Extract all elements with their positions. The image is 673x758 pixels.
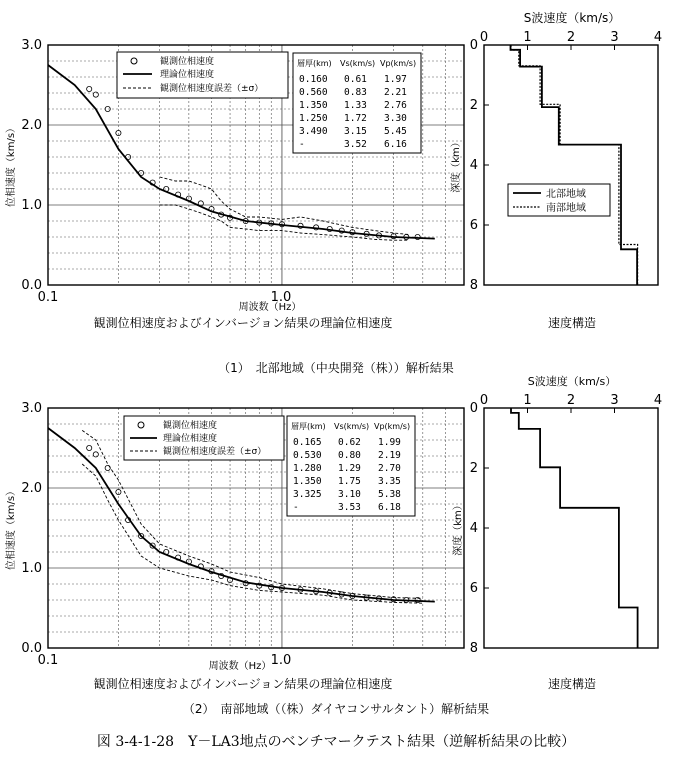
- table-cell: 0.560: [299, 87, 328, 98]
- panel-1-ylabel: 位相速度（km/s）: [6, 122, 17, 208]
- table-cell: -: [299, 139, 305, 150]
- top-tick-label: 2: [566, 393, 576, 408]
- top-tick-label: 4: [653, 393, 663, 408]
- panel-2-legend-north: 北部地域: [546, 189, 586, 200]
- panel-2-velocity-structure: [449, 10, 662, 330]
- table-cell: 5.38: [378, 489, 401, 500]
- panel-4-plot-frame: [484, 408, 658, 648]
- table-cell: 2.76: [384, 100, 407, 111]
- panel-3-xtick-1: 1.0: [270, 653, 292, 668]
- table-cell: 1.75: [338, 476, 361, 487]
- panel-1-legend-error: 観測位相速度誤差（±σ）: [160, 84, 264, 94]
- panel-3-layer-table: [287, 416, 415, 516]
- table-cell: 0.61: [344, 74, 367, 85]
- table-header-cell: Vp(km/s): [380, 59, 417, 68]
- top-tick-label: 1: [523, 393, 532, 408]
- panel-3-dispersion: [4, 401, 464, 691]
- top-tick-label: 3: [610, 30, 619, 45]
- panel-1-ytick-2: 2.0: [21, 118, 42, 133]
- table-header-cell: 層厚(km): [291, 422, 326, 431]
- panel-2-title: 速度構造: [547, 316, 597, 330]
- table-cell: 0.62: [338, 437, 361, 448]
- panel-1-xlabel: 周波数（Hz）: [238, 302, 302, 313]
- table-cell: 0.165: [293, 437, 322, 448]
- table-cell: 3.30: [384, 113, 407, 124]
- panel-1-legend-theory: 理論位相速度: [160, 70, 215, 80]
- panel-1-ytick-1: 1.0: [21, 198, 42, 213]
- table-cell: 1.29: [338, 463, 361, 474]
- table-cell: 1.99: [378, 437, 401, 448]
- panel-1-error-bands: [160, 177, 410, 240]
- panel-3-legend-error: 観測位相速度誤差（±σ）: [163, 447, 267, 457]
- panel-3-legend: [124, 416, 284, 460]
- table-cell: 1.250: [299, 113, 328, 124]
- table-cell: 1.97: [384, 74, 407, 85]
- vs-profile-line: [511, 45, 638, 285]
- table-cell: 6.16: [384, 139, 407, 150]
- observed-point: [87, 86, 92, 91]
- table-header-cell: Vs(km/s): [340, 59, 376, 68]
- table-cell: 0.83: [344, 87, 367, 98]
- figure-caption: 図 3-4-1-28 Y－LA3地点のベンチマークテスト結果（逆解析結果の比較）: [96, 734, 576, 750]
- depth-tick-label: 4: [469, 521, 478, 536]
- table-cell: 2.70: [378, 463, 401, 474]
- panel-1-legend-observed: 観測位相速度: [160, 57, 215, 67]
- panel-1-xtick-0: 0.1: [37, 290, 59, 305]
- table-cell: 1.33: [344, 100, 367, 111]
- panel-3-xtick-0: 0.1: [37, 653, 59, 668]
- depth-tick-label: 2: [469, 98, 478, 113]
- panel-3-title: 観測位相速度およびインバージョン結果の理論位相速度: [93, 677, 393, 691]
- table-cell: 3.490: [299, 126, 328, 137]
- table-cell: 3.10: [338, 489, 361, 500]
- observed-point: [93, 92, 98, 97]
- top-tick-label: 0: [479, 393, 489, 408]
- table-cell: 3.53: [338, 502, 361, 513]
- depth-tick-label: 0: [469, 401, 478, 416]
- panel-3-ytick-2: 2.0: [21, 481, 42, 496]
- panel-4-ylabel: 深度（km）: [453, 500, 464, 556]
- panel-1-dispersion: [4, 38, 464, 330]
- depth-tick-label: 6: [469, 218, 478, 233]
- panel-1-ytick-3: 3.0: [21, 38, 42, 53]
- table-cell: 3.325: [293, 489, 322, 500]
- panel-2-profiles: [511, 45, 638, 285]
- depth-tick-label: 6: [469, 581, 478, 596]
- panel-2-ticks: [470, 30, 662, 293]
- table-cell: 0.80: [338, 450, 361, 461]
- table-header-cell: Vp(km/s): [374, 422, 411, 431]
- depth-tick-label: 8: [469, 641, 478, 656]
- table-cell: 3.35: [378, 476, 401, 487]
- panel-3-xlabel: 周波数（Hz）: [208, 661, 272, 672]
- vs-profile-line: [511, 45, 638, 285]
- panel-3-ytick-0: 0.0: [21, 641, 42, 656]
- top-tick-label: 0: [479, 30, 489, 45]
- top-tick-label: 1: [523, 30, 532, 45]
- table-cell: 1.72: [344, 113, 367, 124]
- observed-point: [87, 445, 92, 450]
- panel-2-legend: [508, 184, 610, 216]
- table-cell: 6.18: [378, 502, 401, 513]
- table-cell: 3.15: [344, 126, 367, 137]
- panel-4-title: 速度構造: [547, 677, 597, 691]
- depth-tick-label: 2: [469, 461, 478, 476]
- panel-3-legend-observed: 観測位相速度: [163, 421, 218, 431]
- panel-1-xtick-1: 1.0: [270, 290, 292, 305]
- panel-2-ylabel: 深度（km）: [451, 137, 462, 193]
- table-cell: 3.52: [344, 139, 367, 150]
- panel-1-layer-table: [293, 53, 421, 153]
- panel-3-legend-theory: 理論位相速度: [163, 434, 218, 444]
- panel-2-top-axis-label: S波速度（km/s）: [523, 11, 621, 25]
- table-cell: -: [293, 502, 299, 513]
- table-cell: 2.21: [384, 87, 407, 98]
- panel-3-caption: （2） 南部地域（（株）ダイヤコンサルタント）解析結果: [182, 702, 490, 716]
- table-header-cell: Vs(km/s): [334, 422, 370, 431]
- top-tick-label: 4: [653, 30, 663, 45]
- table-cell: 1.280: [293, 463, 322, 474]
- top-tick-label: 2: [566, 30, 576, 45]
- panel-1-title: 観測位相速度およびインバージョン結果の理論位相速度: [93, 316, 393, 330]
- panel-1-legend: [117, 52, 288, 98]
- table-cell: 0.530: [293, 450, 322, 461]
- table-cell: 1.350: [293, 476, 322, 487]
- depth-tick-label: 8: [469, 278, 478, 293]
- panel-1-ytick-0: 0.0: [21, 278, 42, 293]
- table-cell: 0.160: [299, 74, 328, 85]
- observed-point: [105, 465, 110, 470]
- top-tick-label: 3: [610, 393, 619, 408]
- table-header-cell: 層厚(km): [297, 59, 332, 68]
- panel-3-ytick-3: 3.0: [21, 401, 42, 416]
- panel-4-ticks: [470, 393, 662, 656]
- depth-tick-label: 4: [469, 158, 478, 173]
- panel-2-legend-south: 南部地域: [546, 203, 586, 214]
- table-cell: 5.45: [384, 126, 407, 137]
- panel-1-caption: （1） 北部地域（中央開発（株））解析結果: [218, 361, 454, 375]
- vs-profile-line: [511, 408, 638, 648]
- panel-3-ytick-1: 1.0: [21, 561, 42, 576]
- observed-point: [93, 452, 98, 457]
- panel-3-ylabel: 位相速度（km/s）: [6, 485, 17, 571]
- panel-4-velocity-structure: [451, 374, 662, 691]
- table-cell: 2.19: [378, 450, 401, 461]
- table-cell: 1.350: [299, 100, 328, 111]
- panel-4-top-axis-label: S波速度（km/s）: [527, 375, 617, 388]
- panel-4-profiles: [511, 408, 638, 648]
- depth-tick-label: 0: [469, 38, 478, 53]
